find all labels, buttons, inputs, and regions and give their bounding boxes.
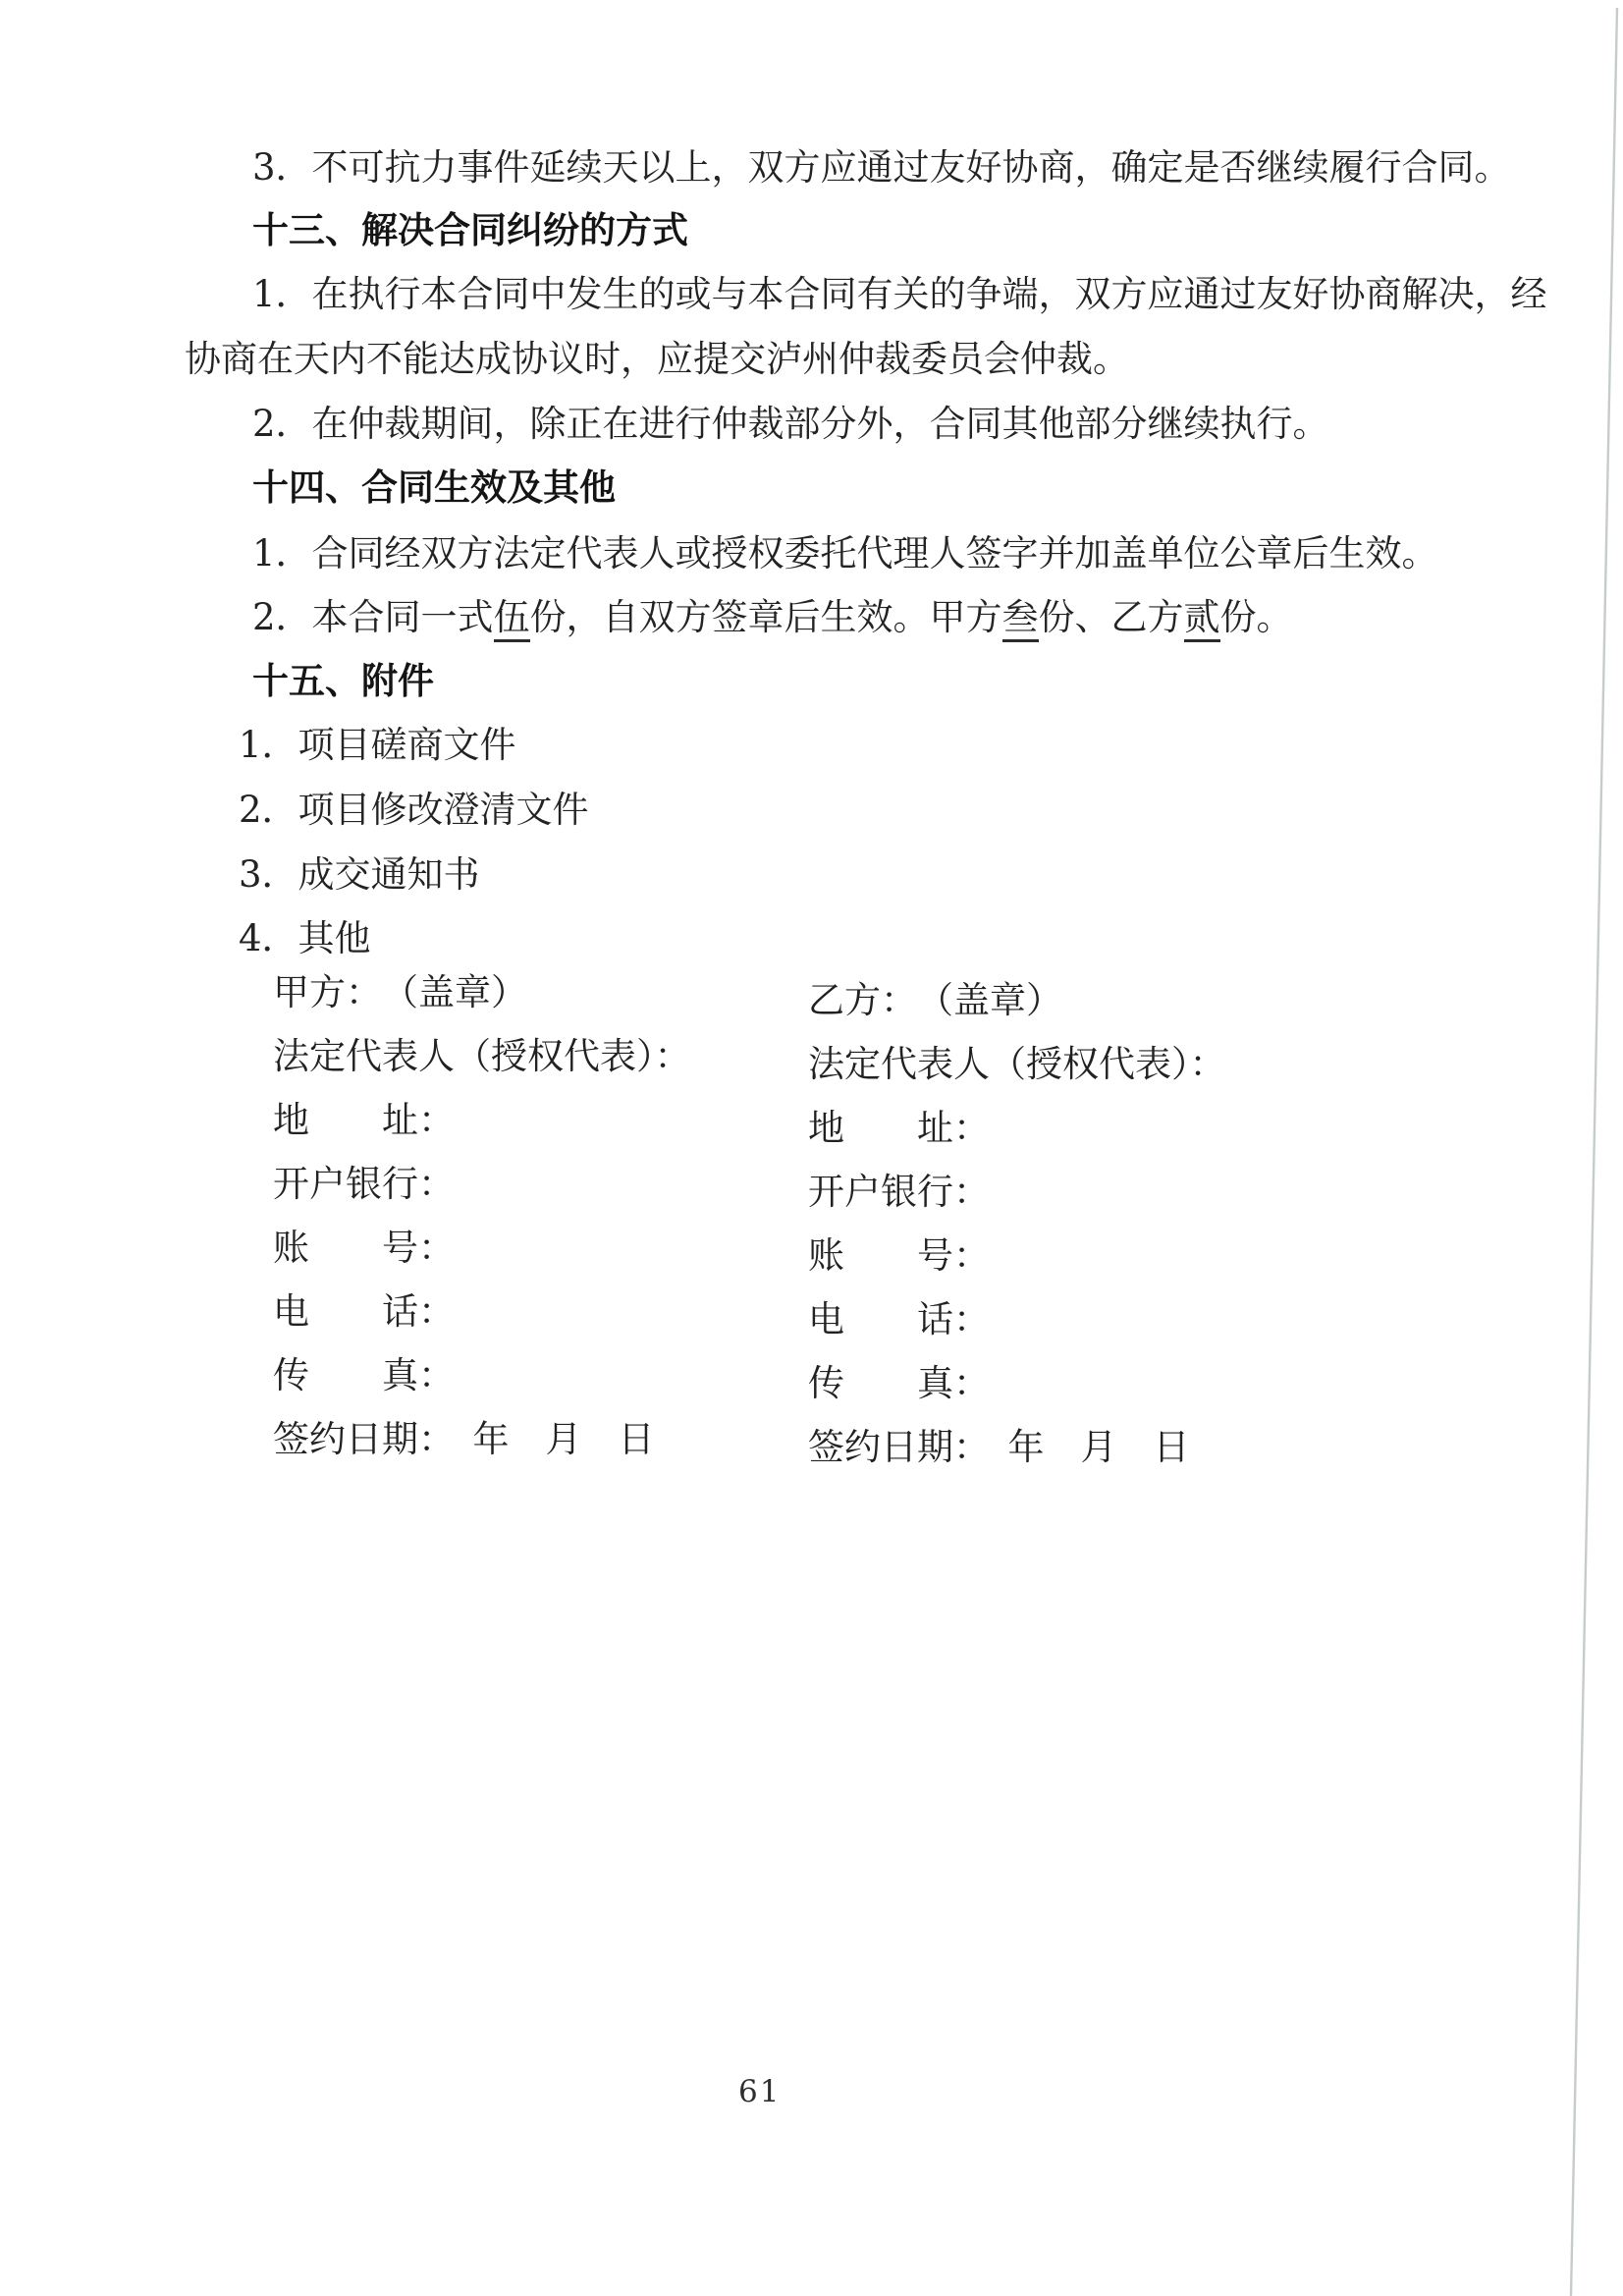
page-number: 61 xyxy=(738,2074,782,2109)
clause-dispute-1: 1．在执行本合同中发生的或与本合同有关的争端，双方应通过友好协商解决，经 xyxy=(252,273,1547,315)
sig-row-address-a: 地 址： xyxy=(273,1099,455,1141)
sig-row-account-b: 账 号： xyxy=(808,1234,990,1277)
sig-row-sign-date-a: 签约日期： 年 月 日 xyxy=(273,1418,655,1460)
sig-row-account-a: 账 号： xyxy=(273,1227,455,1269)
copies-count-party-a: 叁 xyxy=(1002,596,1039,642)
sig-row-bank-a: 开户银行： xyxy=(273,1163,455,1205)
copies-text-2: 份，自双方签章后生效。甲方 xyxy=(529,596,1002,638)
clause-force-majeure-3: 3．不可抗力事件延续天以上，双方应通过友好协商，确定是否继续履行合同。 xyxy=(252,146,1511,189)
heading-section-15: 十五、附件 xyxy=(252,660,434,702)
party-b-signature-block xyxy=(808,968,1226,1479)
copies-count-party-b: 贰 xyxy=(1184,596,1220,642)
sig-row-representative-a: 法定代表人（授权代表）： xyxy=(273,1035,691,1077)
clause-effective-1: 1．合同经双方法定代表人或授权委托代理人签字并加盖单位公章后生效。 xyxy=(252,532,1438,574)
attachment-item-1: 1．项目磋商文件 xyxy=(239,724,516,766)
sig-row-address-b: 地 址： xyxy=(808,1107,990,1149)
attachment-item-4: 4．其他 xyxy=(239,917,371,959)
copies-count-total: 伍 xyxy=(494,596,530,642)
sig-row-fax-b: 传 真： xyxy=(808,1362,990,1404)
heading-section-14: 十四、合同生效及其他 xyxy=(252,466,616,509)
sig-row-phone-a: 电 话： xyxy=(273,1290,455,1333)
sig-row-fax-a: 传 真： xyxy=(273,1354,455,1396)
sig-row-party-a: 甲方： （盖章） xyxy=(273,971,527,1013)
sig-row-phone-b: 电 话： xyxy=(808,1298,990,1340)
clause-copies xyxy=(252,595,1293,640)
clause-dispute-2: 2．在仲裁期间，除正在进行仲裁部分外，合同其他部分继续执行。 xyxy=(252,403,1329,445)
copies-text-1: 2．本合同一式 xyxy=(252,596,494,638)
sig-row-party-b: 乙方： （盖章） xyxy=(808,979,1062,1021)
copies-text-4: 份。 xyxy=(1219,596,1293,638)
clause-dispute-1-wrap: 协商在天内不能达成协议时，应提交泸州仲裁委员会仲裁。 xyxy=(185,338,1129,380)
attachment-item-2: 2．项目修改澄清文件 xyxy=(239,789,589,831)
heading-section-13: 十三、解决合同纠纷的方式 xyxy=(252,209,688,251)
party-a-signature-block xyxy=(273,960,691,1471)
sig-row-representative-b: 法定代表人（授权代表）： xyxy=(808,1043,1226,1085)
sig-row-bank-b: 开户银行： xyxy=(808,1171,990,1213)
sig-row-sign-date-b: 签约日期： 年 月 日 xyxy=(808,1426,1190,1468)
copies-text-3: 份、乙方 xyxy=(1038,596,1184,638)
attachment-item-3: 3．成交通知书 xyxy=(239,853,480,896)
